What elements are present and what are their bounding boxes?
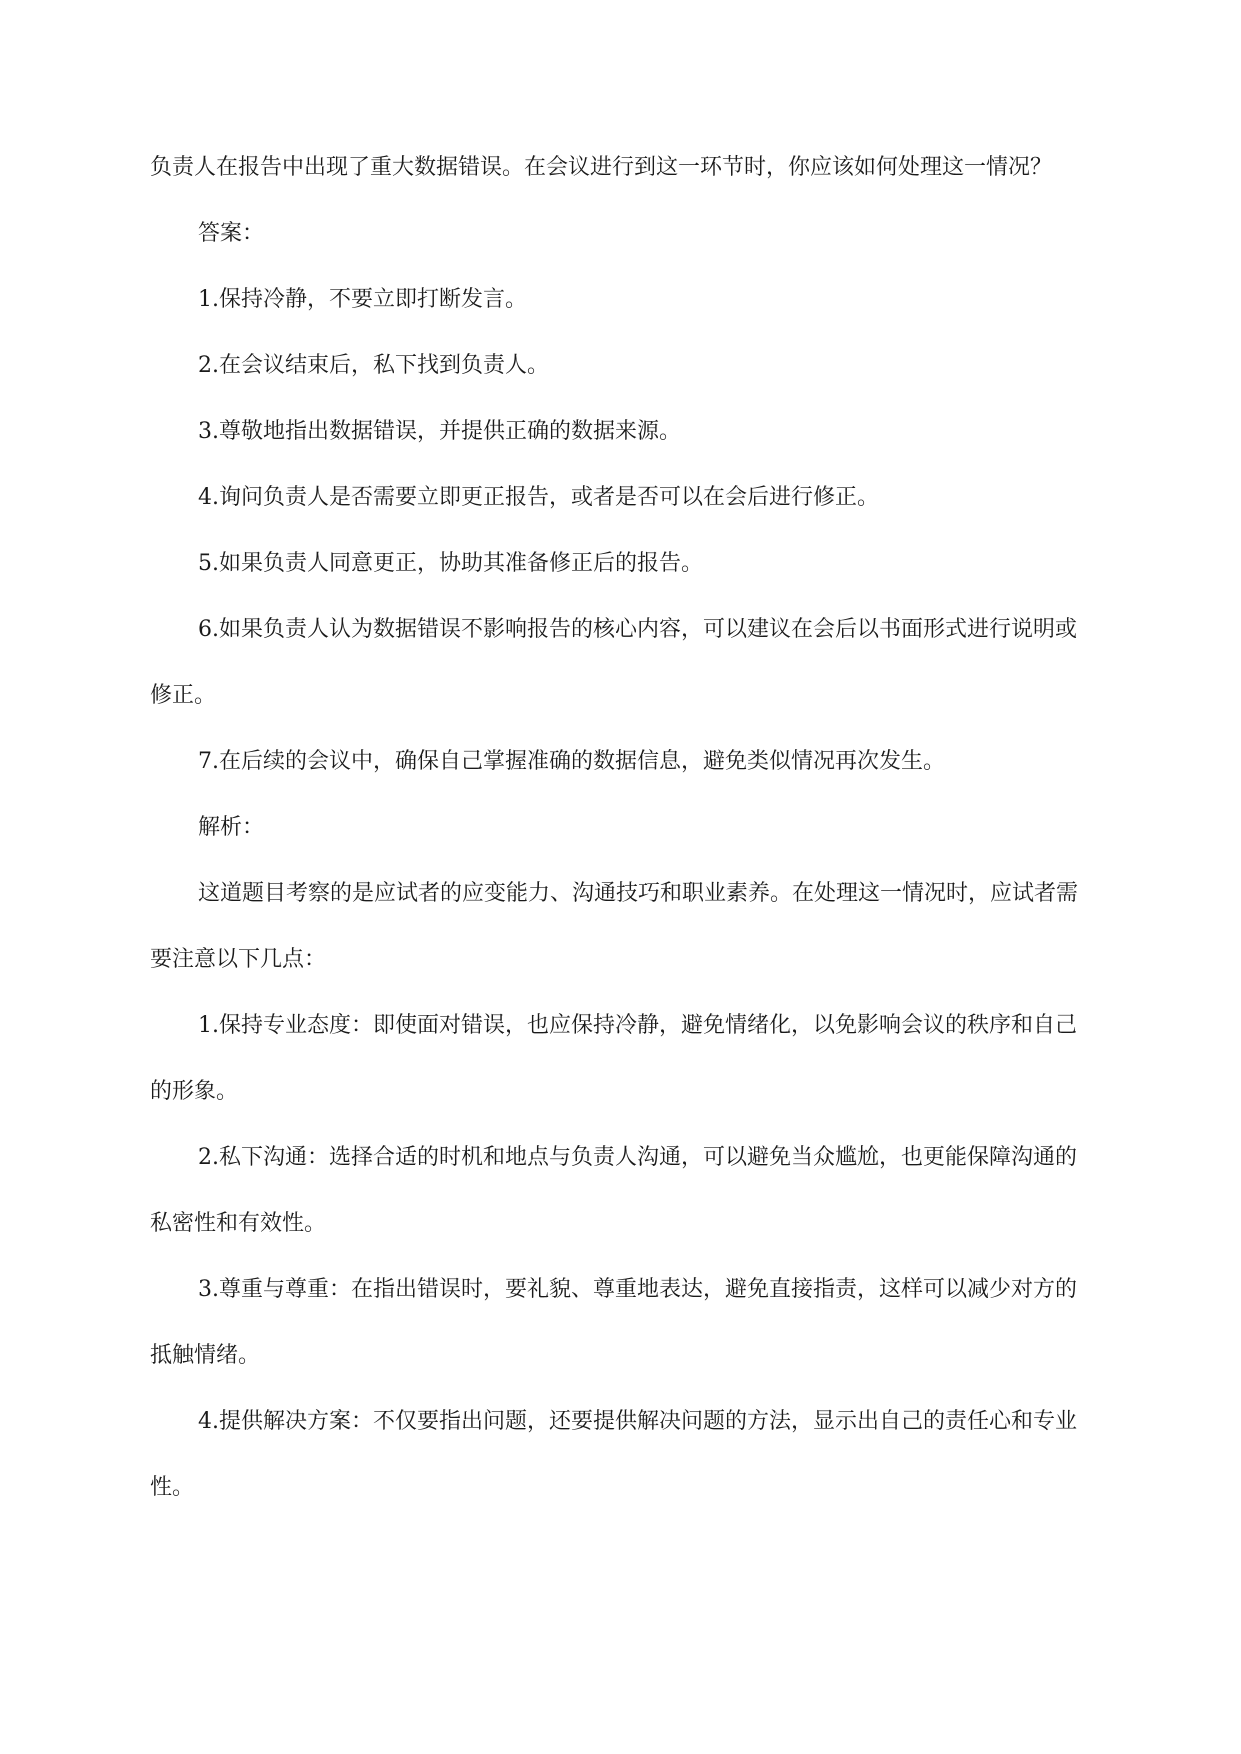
analysis-item: 4.提供解决方案：不仅要指出问题，还要提供解决问题的方法，显示出自己的责任心和专业性。 xyxy=(150,1409,1077,1500)
document-body xyxy=(150,135,1090,1521)
answer-item: 6.如果负责人认为数据错误不影响报告的核心内容，可以建议在会后以书面形式进行说明或修正。 xyxy=(150,617,1077,708)
answer-item: 7.在后续的会议中，确保自己掌握准确的数据信息，避免类似情况再次发生。 xyxy=(198,749,945,774)
answer-item: 3.尊敬地指出数据错误，并提供正确的数据来源。 xyxy=(198,419,681,444)
answer-item: 2.在会议结束后，私下找到负责人。 xyxy=(198,353,549,378)
answer-item: 4.询问负责人是否需要立即更正报告，或者是否可以在会后进行修正。 xyxy=(198,485,879,510)
analysis-item: 1.保持专业态度：即使面对错误，也应保持冷静，避免情绪化，以免影响会议的秩序和自己的形象。 xyxy=(150,1013,1077,1104)
analysis-heading: 解析： xyxy=(198,815,265,840)
answer-item: 5.如果负责人同意更正，协助其准备修正后的报告。 xyxy=(198,551,703,576)
analysis-item: 2.私下沟通：选择合适的时机和地点与负责人沟通，可以避免当众尴尬，也更能保障沟通的私密性和有效性。 xyxy=(150,1145,1077,1236)
analysis-intro: 这道题目考察的是应试者的应变能力、沟通技巧和职业素养。在处理这一情况时，应试者需要注意以下几点： xyxy=(150,881,1079,972)
answer-heading: 答案： xyxy=(198,221,265,246)
question-text: 负责人在报告中出现了重大数据错误。在会议进行到这一环节时，你应该如何处理这一情况？ xyxy=(150,155,1053,180)
answer-item: 1.保持冷静，不要立即打断发言。 xyxy=(198,287,527,312)
analysis-item: 3.尊重与尊重：在指出错误时，要礼貌、尊重地表达，避免直接指责，这样可以减少对方的抵触情绪。 xyxy=(150,1277,1077,1368)
